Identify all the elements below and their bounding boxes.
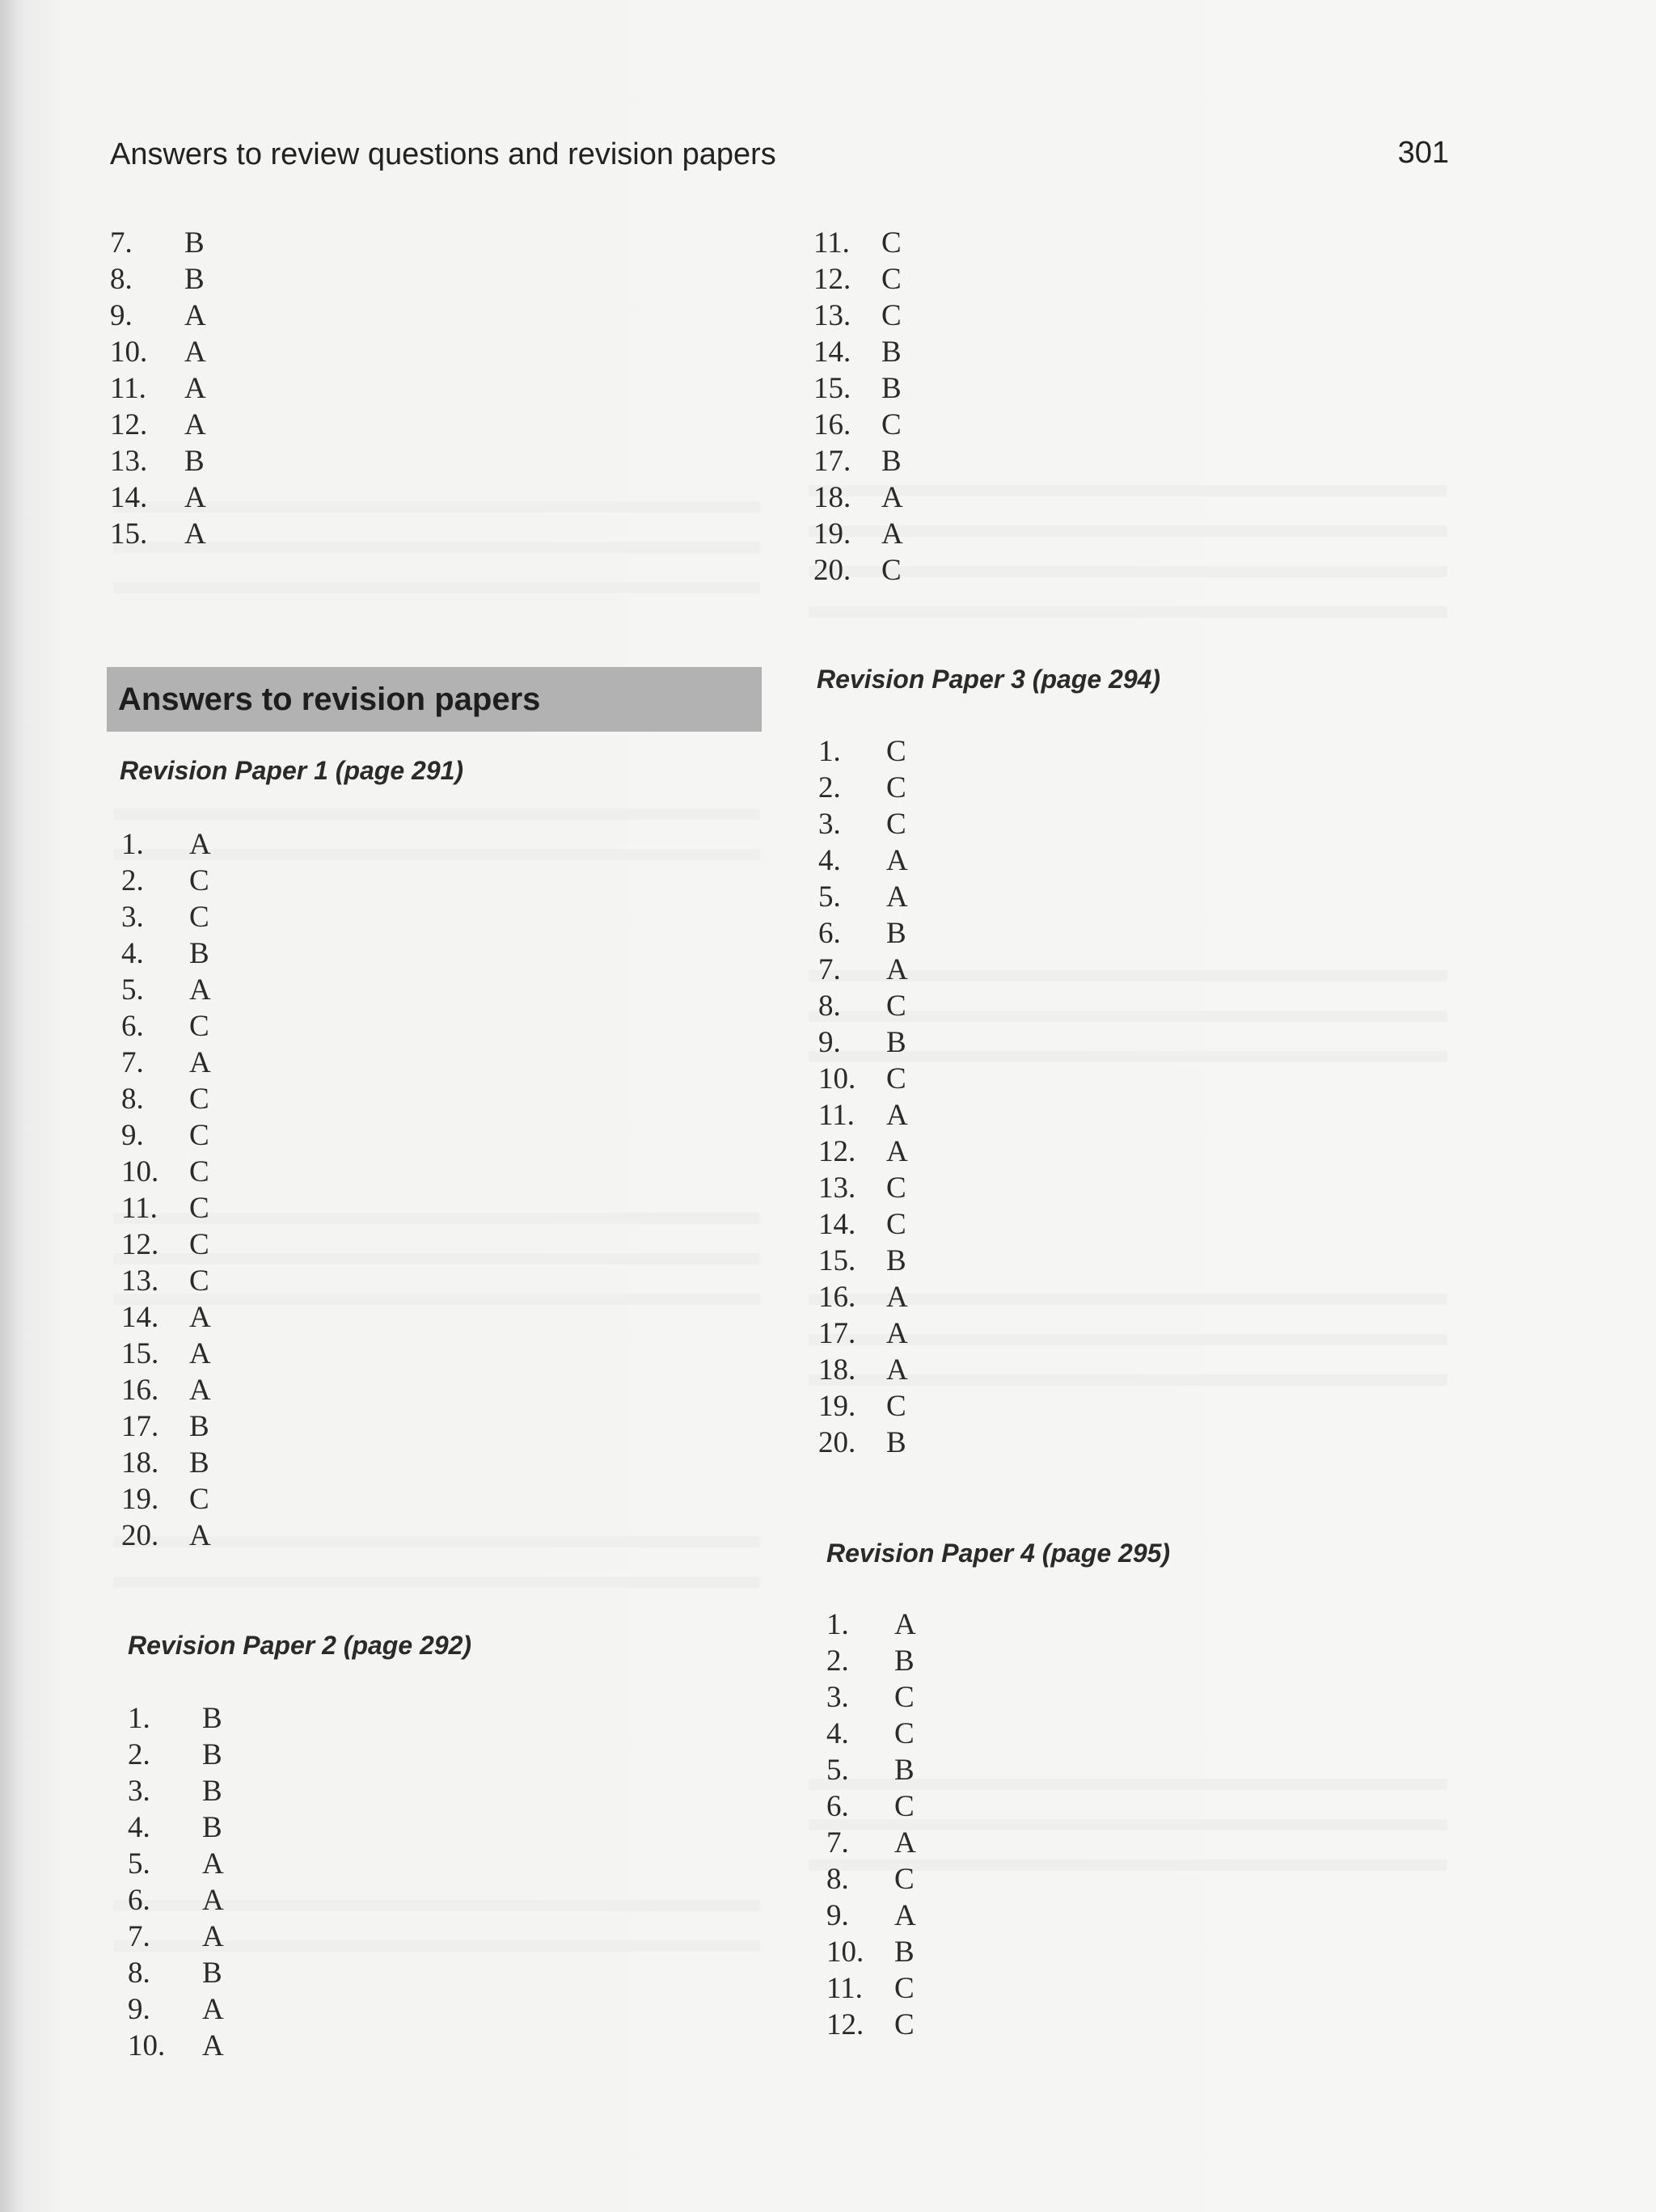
answer-letter: C <box>894 1972 915 2005</box>
answer-letter: B <box>881 445 902 478</box>
answer-row <box>826 1752 1069 1788</box>
question-number: 3. <box>121 901 144 934</box>
answer-row <box>121 1263 364 1299</box>
answer-row <box>826 1606 1069 1643</box>
answer-row <box>813 443 1056 479</box>
question-number: 15. <box>818 1244 856 1277</box>
answer-letter: A <box>894 1899 916 1932</box>
answer-letter: A <box>202 1920 224 1953</box>
answer-row <box>128 1700 370 1737</box>
answer-row <box>818 1097 1061 1133</box>
answer-letter: A <box>886 1135 908 1168</box>
answer-letter: A <box>881 517 903 551</box>
question-number: 17. <box>121 1410 159 1443</box>
answer-row <box>110 479 353 516</box>
answer-letter: A <box>184 517 206 551</box>
answer-letter: C <box>886 771 906 804</box>
question-number: 7. <box>128 1920 150 1953</box>
answer-row <box>818 988 1061 1024</box>
revision-paper-4-answers <box>826 1606 1069 2043</box>
answer-letter: B <box>202 1957 222 1990</box>
question-number: 11. <box>110 372 146 405</box>
question-number: 12. <box>121 1228 159 1261</box>
answer-row <box>813 516 1056 552</box>
answer-row <box>813 407 1056 443</box>
answer-letter: B <box>184 445 205 478</box>
answer-row <box>818 1061 1061 1097</box>
question-number: 7. <box>121 1046 144 1079</box>
answer-row <box>110 261 353 298</box>
answer-letter: C <box>894 1863 915 1896</box>
answer-letter: A <box>894 1826 916 1860</box>
answer-row <box>818 1425 1061 1461</box>
answer-row <box>128 1809 370 1846</box>
answer-letter: A <box>184 299 206 332</box>
answer-row <box>121 899 364 935</box>
question-number: 14. <box>813 336 851 369</box>
revision-paper-3-heading: Revision Paper 3 (page 294) <box>817 665 1161 694</box>
question-number: 7. <box>818 953 841 986</box>
answer-row <box>818 842 1061 879</box>
answer-letter: C <box>894 1790 915 1823</box>
answer-row <box>818 1206 1061 1243</box>
answer-letter: B <box>202 1811 222 1844</box>
answer-row <box>128 1991 370 2028</box>
answer-row <box>818 1315 1061 1352</box>
question-number: 11. <box>826 1972 863 2005</box>
question-number: 12. <box>826 2008 864 2041</box>
answer-letter: A <box>189 1519 211 1552</box>
question-number: 5. <box>826 1754 849 1787</box>
answer-row <box>121 863 364 899</box>
question-number: 16. <box>813 408 851 441</box>
answer-row <box>818 1279 1061 1315</box>
question-number: 8. <box>818 990 841 1023</box>
answer-letter: B <box>881 336 902 369</box>
answer-row <box>818 733 1061 770</box>
answer-row <box>128 1737 370 1773</box>
question-number: 4. <box>128 1811 150 1844</box>
question-number: 14. <box>110 481 148 514</box>
answer-letter: B <box>202 1775 222 1808</box>
answer-row <box>818 952 1061 988</box>
answer-letter: C <box>189 1228 209 1261</box>
answer-letter: A <box>202 1847 224 1881</box>
answer-row <box>826 1934 1069 1970</box>
answer-letter: A <box>886 880 908 914</box>
answer-row <box>818 879 1061 915</box>
answer-row <box>826 1716 1069 1752</box>
question-number: 5. <box>128 1847 150 1881</box>
answer-letter: C <box>881 263 902 296</box>
answer-letter: A <box>886 1281 908 1314</box>
question-number: 14. <box>818 1208 856 1241</box>
answer-letter: B <box>886 1426 906 1459</box>
question-number: 12. <box>818 1135 856 1168</box>
answer-row <box>121 1518 364 1554</box>
answer-row <box>813 552 1056 589</box>
answer-row <box>121 1008 364 1045</box>
answer-row <box>121 935 364 972</box>
question-number: 3. <box>818 808 841 841</box>
answer-letter: C <box>881 226 902 260</box>
question-number: 20. <box>818 1426 856 1459</box>
question-number: 17. <box>813 445 851 478</box>
answer-row <box>826 1825 1069 1861</box>
question-number: 11. <box>818 1099 855 1132</box>
answer-row <box>121 1408 364 1445</box>
question-number: 1. <box>128 1702 150 1735</box>
question-number: 16. <box>818 1281 856 1314</box>
continued-answers-left <box>110 225 353 552</box>
answer-row <box>818 1388 1061 1425</box>
answer-letter: B <box>184 226 205 260</box>
question-number: 5. <box>121 973 144 1007</box>
question-number: 11. <box>121 1192 158 1225</box>
answer-row <box>813 225 1056 261</box>
question-number: 9. <box>110 299 133 332</box>
answer-row <box>813 261 1056 298</box>
question-number: 13. <box>818 1171 856 1205</box>
question-number: 16. <box>121 1374 159 1407</box>
answer-letter: C <box>189 864 209 897</box>
question-number: 5. <box>818 880 841 914</box>
answer-row <box>813 298 1056 334</box>
answer-letter: B <box>886 1026 906 1059</box>
answer-letter: C <box>189 1119 209 1152</box>
answer-row <box>121 1336 364 1372</box>
question-number: 2. <box>826 1644 849 1678</box>
answer-row <box>813 479 1056 516</box>
answer-row <box>110 334 353 370</box>
answer-letter: A <box>184 336 206 369</box>
answer-row <box>128 1919 370 1955</box>
revision-paper-1-heading: Revision Paper 1 (page 291) <box>120 756 464 785</box>
answer-row <box>110 370 353 407</box>
answer-row <box>818 1170 1061 1206</box>
question-number: 12. <box>110 408 148 441</box>
question-number: 6. <box>818 917 841 950</box>
question-number: 9. <box>818 1026 841 1059</box>
answer-row <box>813 370 1056 407</box>
answer-letter: C <box>189 1083 209 1116</box>
question-number: 13. <box>121 1264 159 1298</box>
answer-row <box>121 1081 364 1117</box>
question-number: 10. <box>110 336 148 369</box>
answer-row <box>121 1226 364 1263</box>
answer-letter: C <box>189 1483 209 1516</box>
answer-letter: C <box>189 1010 209 1043</box>
question-number: 3. <box>128 1775 150 1808</box>
answer-row <box>110 516 353 552</box>
answer-row <box>818 806 1061 842</box>
answer-letter: C <box>894 1681 915 1714</box>
answer-letter: C <box>189 1264 209 1298</box>
question-number: 15. <box>121 1337 159 1370</box>
question-number: 19. <box>813 517 851 551</box>
answer-row <box>121 1154 364 1190</box>
question-number: 18. <box>818 1353 856 1387</box>
question-number: 1. <box>826 1608 849 1641</box>
question-number: 10. <box>128 2029 166 2062</box>
answer-letter: C <box>886 808 906 841</box>
answer-row <box>128 2028 370 2064</box>
answer-letter: C <box>189 1192 209 1225</box>
answer-letter: B <box>894 1754 915 1787</box>
question-number: 10. <box>826 1936 864 1969</box>
answer-row <box>121 1299 364 1336</box>
answer-row <box>110 298 353 334</box>
answer-row <box>110 407 353 443</box>
answer-letter: A <box>184 481 206 514</box>
answer-letter: B <box>886 1244 906 1277</box>
question-number: 8. <box>128 1957 150 1990</box>
answer-letter: A <box>881 481 903 514</box>
answer-letter: A <box>184 408 206 441</box>
answer-row <box>826 2007 1069 2043</box>
question-number: 10. <box>121 1155 159 1188</box>
question-number: 15. <box>813 372 851 405</box>
answer-row <box>813 334 1056 370</box>
answer-row <box>110 225 353 261</box>
answer-letter: B <box>886 917 906 950</box>
answer-letter: B <box>202 1738 222 1771</box>
question-number: 4. <box>826 1717 849 1750</box>
question-number: 13. <box>110 445 148 478</box>
answer-row <box>826 1679 1069 1716</box>
answer-letter: C <box>886 735 906 768</box>
answer-letter: B <box>894 1644 915 1678</box>
continued-answers-right <box>813 225 1056 589</box>
answer-row <box>826 1643 1069 1679</box>
answer-letter: B <box>881 372 902 405</box>
question-number: 4. <box>121 937 144 970</box>
question-number: 12. <box>813 263 851 296</box>
question-number: 13. <box>813 299 851 332</box>
question-number: 6. <box>121 1010 144 1043</box>
running-head: Answers to review questions and revision papers <box>110 137 776 171</box>
answer-row <box>121 1190 364 1226</box>
answer-letter: A <box>886 1099 908 1132</box>
answer-letter: B <box>189 1446 209 1480</box>
question-number: 14. <box>121 1301 159 1334</box>
answer-letter: B <box>189 1410 209 1443</box>
answer-letter: C <box>886 1390 906 1423</box>
answer-row <box>121 1481 364 1518</box>
question-number: 7. <box>826 1826 849 1860</box>
answer-letter: A <box>886 1353 908 1387</box>
question-number: 7. <box>110 226 133 260</box>
question-number: 11. <box>813 226 850 260</box>
answer-letter: C <box>881 554 902 587</box>
question-number: 20. <box>813 554 851 587</box>
answer-row <box>121 972 364 1008</box>
answer-row <box>818 1024 1061 1061</box>
answer-row <box>128 1955 370 1991</box>
answer-row <box>826 1898 1069 1934</box>
revision-paper-3-answers <box>818 733 1061 1461</box>
answer-letter: B <box>894 1936 915 1969</box>
question-number: 6. <box>128 1884 150 1917</box>
answer-letter: A <box>202 1993 224 2026</box>
answer-letter: A <box>189 1374 211 1407</box>
answer-letter: A <box>189 1301 211 1334</box>
answer-letter: C <box>886 990 906 1023</box>
question-number: 4. <box>818 844 841 877</box>
question-number: 19. <box>818 1390 856 1423</box>
answer-row <box>818 1243 1061 1279</box>
answer-letter: A <box>202 1884 224 1917</box>
answer-row <box>818 1133 1061 1170</box>
question-number: 8. <box>110 263 133 296</box>
answer-row <box>121 1445 364 1481</box>
answer-letter: A <box>894 1608 916 1641</box>
question-number: 1. <box>121 828 144 861</box>
question-number: 15. <box>110 517 148 551</box>
answer-letter: C <box>881 408 902 441</box>
answer-letter: A <box>184 372 206 405</box>
question-number: 18. <box>813 481 851 514</box>
answer-letter: A <box>189 973 211 1007</box>
answer-row <box>128 1773 370 1809</box>
answer-row <box>818 1352 1061 1388</box>
answer-letter: A <box>202 2029 224 2062</box>
answer-letter: C <box>886 1208 906 1241</box>
question-number: 9. <box>128 1993 150 2026</box>
answer-row <box>110 443 353 479</box>
question-number: 18. <box>121 1446 159 1480</box>
question-number: 2. <box>121 864 144 897</box>
revision-paper-2-answers <box>128 1700 370 2064</box>
question-number: 17. <box>818 1317 856 1350</box>
question-number: 19. <box>121 1483 159 1516</box>
question-number: 1. <box>818 735 841 768</box>
answer-row <box>826 1861 1069 1898</box>
question-number: 8. <box>121 1083 144 1116</box>
answer-row <box>818 915 1061 952</box>
question-number: 8. <box>826 1863 849 1896</box>
answer-row <box>121 1117 364 1154</box>
answer-letter: A <box>886 844 908 877</box>
question-number: 6. <box>826 1790 849 1823</box>
answer-row <box>128 1846 370 1882</box>
answer-letter: A <box>189 1046 211 1079</box>
revision-paper-4-heading: Revision Paper 4 (page 295) <box>826 1539 1171 1568</box>
answer-letter: B <box>189 937 209 970</box>
question-number: 3. <box>826 1681 849 1714</box>
answer-row <box>128 1882 370 1919</box>
answer-row <box>826 1970 1069 2007</box>
answer-row <box>818 770 1061 806</box>
question-number: 20. <box>121 1519 159 1552</box>
revision-paper-1-answers <box>121 826 364 1554</box>
question-number: 10. <box>818 1062 856 1095</box>
question-number: 9. <box>826 1899 849 1932</box>
answer-letter: C <box>886 1062 906 1095</box>
answer-letter: C <box>189 1155 209 1188</box>
answer-letter: A <box>886 1317 908 1350</box>
section-banner <box>107 667 762 732</box>
answer-row <box>826 1788 1069 1825</box>
answer-letter: C <box>189 901 209 934</box>
answer-letter: C <box>894 2008 915 2041</box>
question-number: 2. <box>818 771 841 804</box>
answer-letter: C <box>886 1171 906 1205</box>
question-number: 2. <box>128 1738 150 1771</box>
section-title: Answers to revision papers <box>118 682 541 717</box>
answer-letter: B <box>202 1702 222 1735</box>
answer-letter: B <box>184 263 205 296</box>
answer-letter: A <box>189 828 211 861</box>
question-number: 9. <box>121 1119 144 1152</box>
answer-letter: C <box>881 299 902 332</box>
answer-letter: C <box>894 1717 915 1750</box>
answer-row <box>121 1372 364 1408</box>
answer-letter: A <box>189 1337 211 1370</box>
page-number: 301 <box>1397 136 1449 170</box>
answer-letter: A <box>886 953 908 986</box>
answer-row <box>121 1045 364 1081</box>
revision-paper-2-heading: Revision Paper 2 (page 292) <box>128 1631 472 1660</box>
answer-row <box>121 826 364 863</box>
